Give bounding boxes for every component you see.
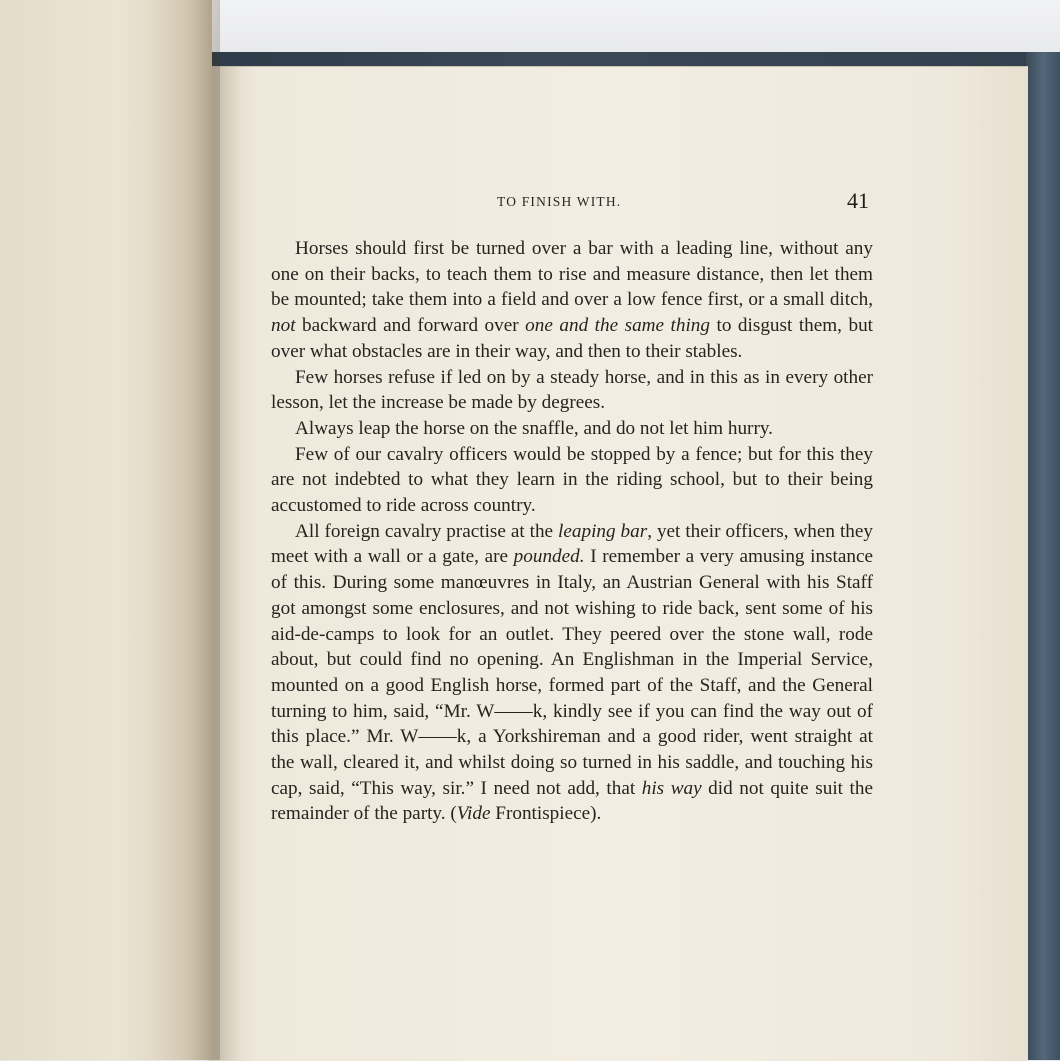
paragraph (271, 365, 873, 416)
page-body (271, 236, 873, 827)
paragraph (271, 442, 873, 519)
italic-text: Vide (456, 803, 491, 825)
italic-text: his way (641, 777, 702, 799)
text-run: Horses should first be turned over a bar with a leading line, without any one on their backs, to teach them to rise and measure distance, then let them be mounted; take them into a field and over a low fence first, or a small ditch, (271, 238, 873, 311)
page-header (497, 188, 869, 218)
text-run: All foreign cavalry practise at the (295, 520, 559, 542)
text-run: I remember a very amusing instance of this. During some manœuvres in Italy, an Austrian General with his Staff got amongst some enclosures, and not wishing to ride back, sent some of his aid-de-camps to look for an outlet. They peered over the stone wall, rode about, but could find no opening. An Englishman in the Imperial Service, mounted on a good English horse, formed part of the Staff, and the General turning to him, said, “Mr. W——k, kindly see if you can find the way out of this place.” Mr. W——k, a Yorkshireman and a good rider, went straight at the wall, cleared it, and whilst doing so turned in his saddle, and touching his cap, said, “This way, sir.” I need not add, that (271, 546, 873, 799)
paragraph (271, 519, 873, 827)
text-run: to disgust them, but over what obstacles are in their way, and then to their stables. (271, 315, 874, 362)
italic-text: leaping bar (558, 520, 648, 542)
italic-text: one and the same thing (525, 315, 710, 337)
text-run: Always leap the horse on the snaffle, and do not let him hurry. (295, 417, 773, 439)
italic-text: not (271, 315, 296, 337)
text-run: Few of our cavalry officers would be stopped by a fence; but for this they are not indebted to what they learn in the riding school, but to their being accustomed to ride across country. (271, 443, 873, 517)
book-cover-edge (1026, 52, 1060, 1060)
left-page-shadow (150, 0, 220, 1060)
paragraph (271, 416, 873, 442)
text-run: , yet their officers, when they meet with a wall or a gate, are (271, 520, 873, 568)
italic-text: pounded. (513, 546, 585, 568)
page-number: 41 (847, 188, 869, 213)
paragraph (271, 236, 873, 365)
text-run: backward and forward over (295, 315, 526, 337)
running-head: TO FINISH WITH. (497, 194, 622, 209)
text-run: Frontispiece). (490, 803, 602, 825)
text-run: Few horses refuse if led on by a steady horse, and in this as in every other lesson, let the increase be made by degrees. (271, 366, 873, 414)
text-run: did not quite suit the remainder of the party. ( (271, 777, 873, 825)
